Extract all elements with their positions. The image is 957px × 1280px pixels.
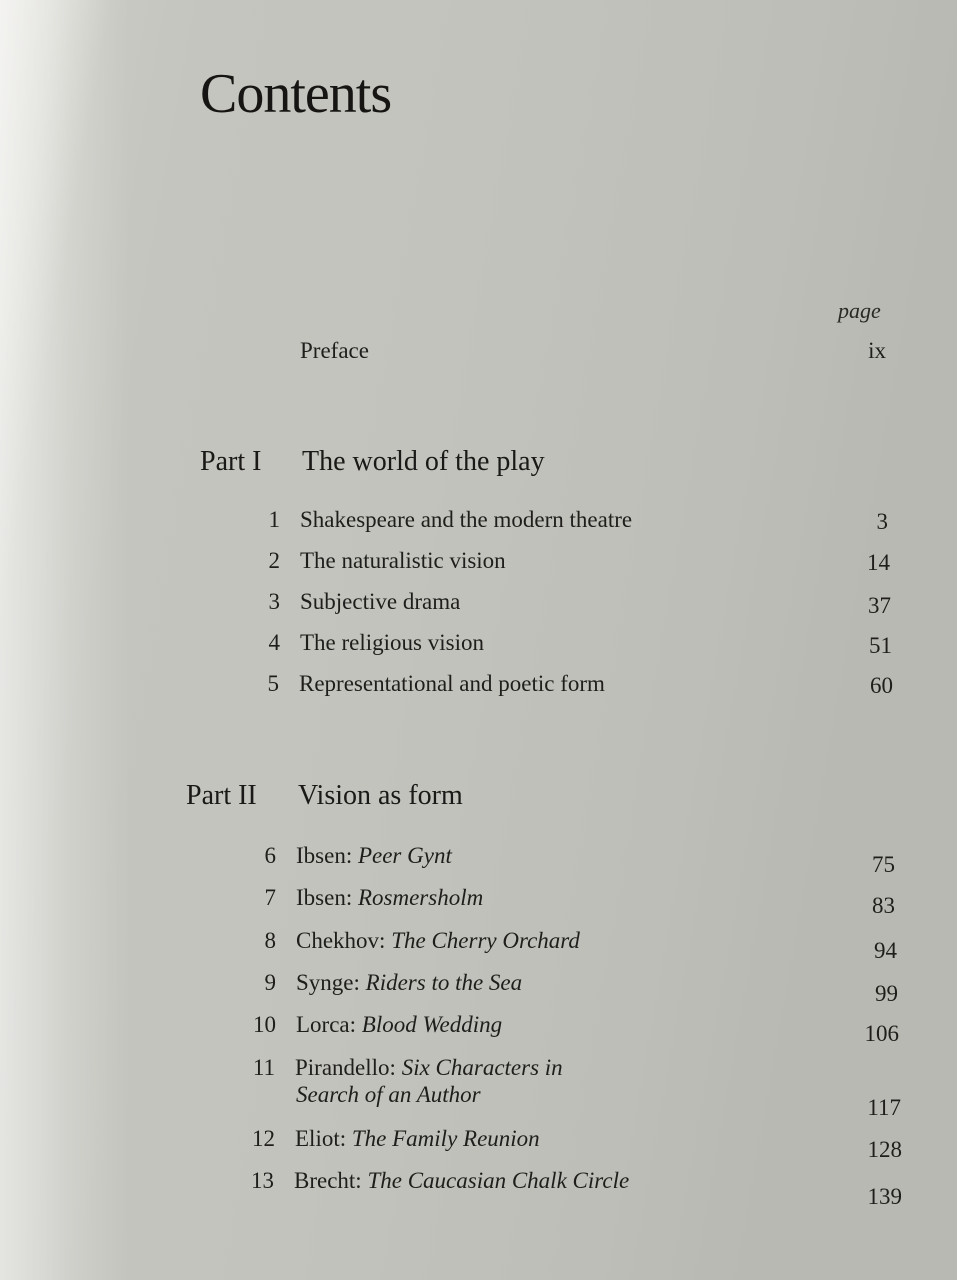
toc-entry-title: Subjective drama [300,589,461,614]
toc-entry[interactable] [267,671,605,697]
chapter-author: Eliot: [295,1126,347,1151]
toc-entry[interactable] [268,548,506,574]
chapter-number: 5 [267,671,279,696]
chapter-number: 7 [264,885,276,910]
chapter-work: Peer Gynt [357,843,452,868]
toc-page-number: 139 [867,1184,902,1209]
toc-entry[interactable] [268,630,484,656]
toc-entry[interactable] [268,507,633,533]
toc-entry[interactable] [264,843,452,869]
chapter-number: 1 [268,507,280,532]
toc-entry-title: Shakespeare and the modern theatre [300,507,633,532]
toc-page-number: 99 [875,981,898,1006]
chapter-number: 4 [268,630,280,655]
part-label: Part I [200,446,262,477]
page-column-label: page [838,298,881,323]
chapter-number: 8 [264,928,276,953]
part-title: The world of the play [302,446,545,477]
toc-entry[interactable] [264,928,580,954]
toc-page-number: 14 [867,550,890,575]
toc-page-number: 94 [874,938,897,963]
toc-entry-title: The naturalistic vision [300,548,506,573]
toc-entry-continuation[interactable] [296,1082,481,1108]
chapter-author: Chekhov: [296,928,386,953]
chapter-author: Lorca: [296,1012,357,1037]
toc-page-number: 117 [867,1095,901,1120]
chapter-author: Synge: [296,970,360,995]
toc-page-number: ix [868,338,886,363]
chapter-number: 11 [252,1055,275,1080]
chapter-work: Rosmersholm [357,885,484,910]
toc-entry-title: Representational and poetic form [299,671,605,696]
chapter-author: Brecht: [294,1168,362,1193]
chapter-number: 6 [264,843,276,868]
toc-entry-preface[interactable] [300,338,369,364]
chapter-author: Ibsen: [296,843,353,868]
chapter-work-line2: Search of an Author [296,1082,481,1107]
toc-entry[interactable] [252,1055,563,1081]
chapter-work: The Family Reunion [351,1126,540,1151]
part-title: Vision as form [298,780,463,811]
chapter-number: 3 [268,589,280,614]
toc-page-number: 37 [868,593,891,618]
chapter-number: 9 [264,970,276,995]
chapter-number: 12 [252,1126,275,1151]
toc-entry[interactable] [253,1012,503,1038]
page-title: Contents [200,62,392,125]
toc-page-number: 3 [876,509,888,534]
chapter-work: Six Characters in [401,1055,563,1080]
chapter-number: 13 [251,1168,274,1193]
toc-page-number: 75 [872,852,895,877]
toc-entry[interactable] [264,970,523,996]
toc-entry[interactable] [264,885,484,911]
chapter-work: Blood Wedding [361,1012,503,1037]
chapter-work: The Caucasian Chalk Circle [367,1168,630,1193]
toc-entry-title: The religious vision [300,630,484,655]
toc-page-number: 51 [869,633,892,658]
chapter-work: Riders to the Sea [365,970,523,995]
chapter-author: Ibsen: [296,885,353,910]
toc-page-number: 128 [867,1137,902,1162]
chapter-author: Pirandello: [295,1055,396,1080]
toc-entry[interactable] [252,1126,540,1152]
chapter-number: 10 [253,1012,276,1037]
page-gutter-shadow [0,0,130,1280]
toc-entry[interactable] [268,589,461,615]
toc-entry[interactable] [251,1168,630,1194]
toc-page-number: 60 [870,673,893,698]
part-label: Part II [186,780,257,811]
toc-page-number: 83 [872,893,895,918]
toc-page-number: 106 [864,1021,899,1046]
chapter-number: 2 [268,548,280,573]
toc-entry-title: Preface [300,338,369,363]
chapter-work: The Cherry Orchard [391,928,580,953]
